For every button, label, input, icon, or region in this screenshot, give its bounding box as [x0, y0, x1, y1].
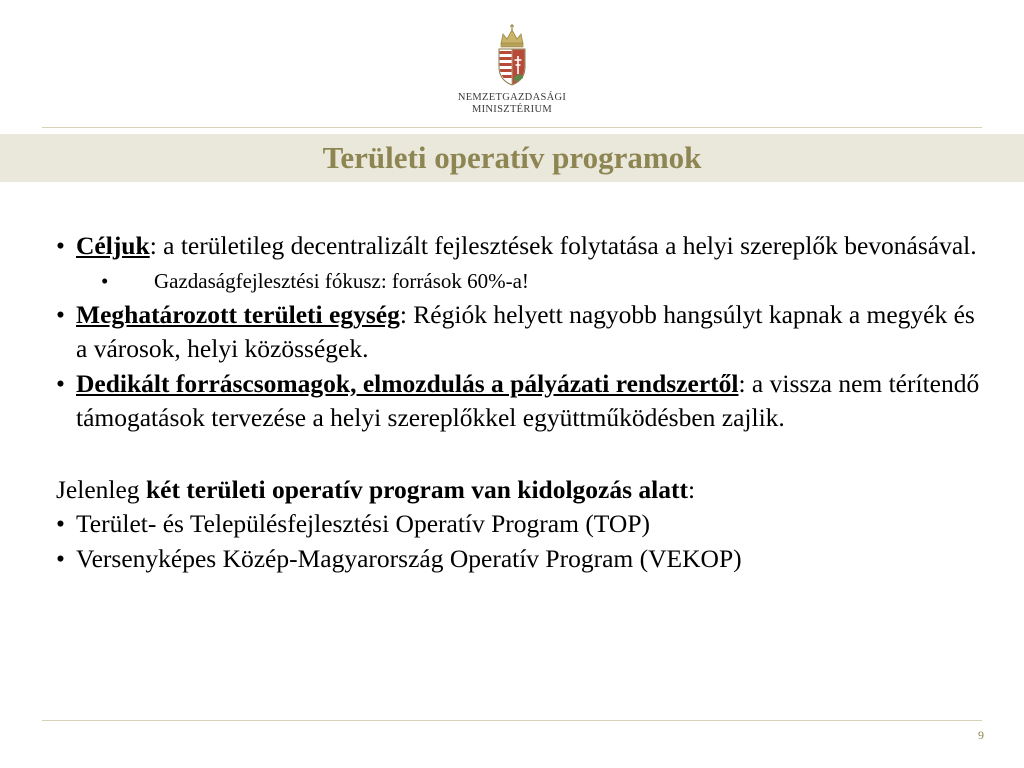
ministry-name-line2: MINISZTÉRIUM — [471, 104, 552, 115]
slide-title: Területi operatív programok — [322, 140, 702, 175]
sub-bullet-text: Gazdaságfejlesztési fókusz: források 60%-a! — [154, 268, 529, 293]
bullet-dot: • — [56, 299, 65, 329]
bullet-dot: • — [56, 231, 65, 260]
bullet-label: Céljuk — [76, 231, 150, 260]
intro-prefix: Jelenleg — [56, 474, 146, 504]
intro-suffix: : — [688, 474, 696, 504]
ministry-logo — [0, 22, 1024, 116]
hungarian-coat-of-arms-icon — [492, 22, 532, 88]
header-divider — [42, 127, 982, 128]
bullet-text: : a vissza nem térítendő támogatások tervezése a helyi szereplőkkel együttműködésben zajlik. — [76, 368, 980, 432]
footer-divider — [42, 720, 982, 721]
program-vekop — [56, 542, 986, 577]
bullet-dot: • — [56, 543, 65, 573]
bullet-forrascsomagok — [56, 367, 986, 436]
ministry-name — [0, 92, 1024, 116]
sub-bullet-focus — [56, 264, 986, 298]
bullet-teruleti-egyseg — [56, 298, 986, 367]
bullet-dot: • — [101, 268, 109, 293]
program-text: Versenyképes Közép-Magyarország Operatív Program (VEKOP) — [76, 543, 742, 573]
bullet-dot: • — [56, 368, 65, 398]
bullet-dot: • — [56, 509, 65, 538]
page-number: 9 — [978, 728, 984, 742]
program-text: Terület- és Településfejlesztési Operatív Program (TOP) — [76, 509, 651, 538]
intro-line — [56, 473, 986, 508]
spacer — [56, 436, 986, 473]
bullet-celjuk — [56, 229, 986, 264]
ministry-name-line1: NEMZETGAZDASÁGI — [457, 92, 567, 103]
bullet-label: Dedikált forráscsomagok, elmozdulás a pályázati rendszertől — [76, 368, 739, 398]
slide-content — [56, 229, 986, 576]
program-top — [56, 507, 986, 542]
bullet-text: : a területileg decentralizált fejlesztések folytatása a helyi szereplők bevonásával. — [149, 231, 977, 260]
bullet-label: Meghatározott területi egység — [76, 299, 400, 329]
intro-bold: két területi operatív program van kidolgozás alatt — [145, 474, 688, 504]
bullet-text: : Régiók helyett nagyobb hangsúlyt kapnak a megyék és a városok, helyi közösségek. — [76, 299, 975, 363]
title-band — [0, 134, 1024, 182]
